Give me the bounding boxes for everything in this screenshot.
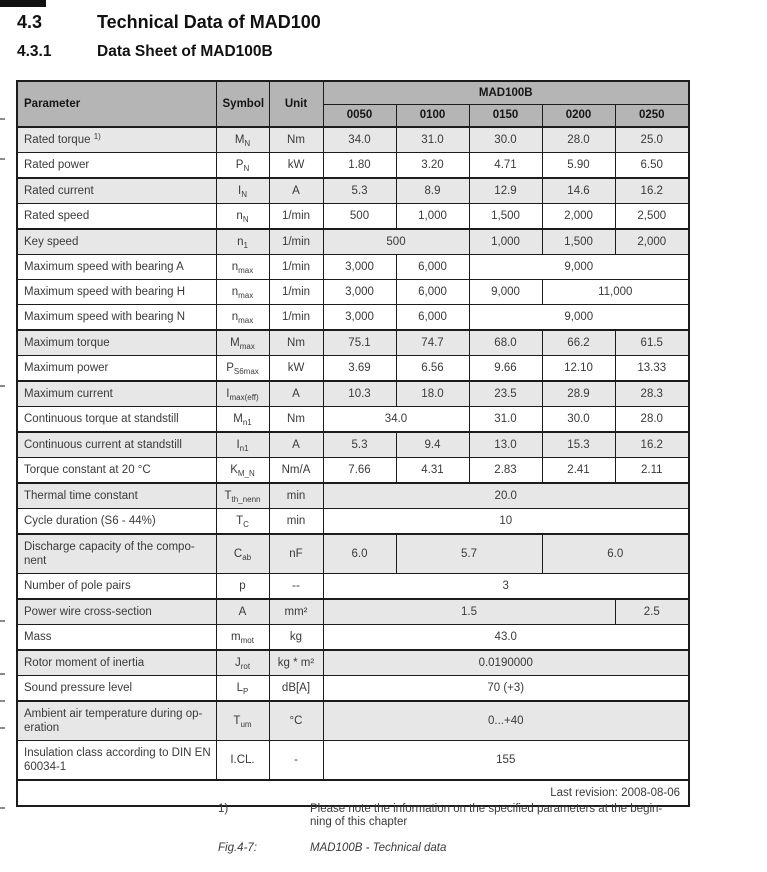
scan-edge-mark xyxy=(0,807,5,809)
value-cell: 28.9 xyxy=(542,381,615,407)
figure-text: MAD100B - Technical data xyxy=(310,842,447,854)
footnote-text: Please note the information on the specified parameters at the begin- ning of this chapter xyxy=(310,803,663,828)
value-cell: 2,000 xyxy=(542,204,615,230)
value-cell: 5.90 xyxy=(542,153,615,179)
value-cell: 2.5 xyxy=(615,599,689,625)
symbol-cell: $I_{n1}$ xyxy=(216,432,269,458)
value-cell: 0.0190000 xyxy=(323,650,689,676)
value-cell: 4.71 xyxy=(469,153,542,179)
value-cell: 12.9 xyxy=(469,178,542,204)
unit-cell: nF xyxy=(269,534,323,574)
parameter-cell: Mass xyxy=(17,625,216,651)
table-row xyxy=(17,204,689,230)
symbol-cell: $M_{max}$ xyxy=(216,330,269,356)
scan-corner-mark xyxy=(0,0,46,7)
value-cell: 10 xyxy=(323,509,689,535)
table-row xyxy=(17,458,689,484)
symbol-cell: $P_{S6max}$ xyxy=(216,356,269,382)
parameter-cell: Power wire cross-section xyxy=(17,599,216,625)
value-cell: 3,000 xyxy=(323,255,396,280)
table-row xyxy=(17,599,689,625)
symbol-cell: $I_{max(eff)}$ xyxy=(216,381,269,407)
figure-label: Fig.4-7: xyxy=(218,842,257,854)
table-row xyxy=(17,255,689,280)
value-cell: 2.41 xyxy=(542,458,615,484)
value-cell: 9,000 xyxy=(469,280,542,305)
symbol-cell: $n_{max}$ xyxy=(216,255,269,280)
value-cell: 20.0 xyxy=(323,483,689,509)
header-symbol: Symbol xyxy=(216,81,269,127)
parameter-cell: Sound pressure level xyxy=(17,676,216,702)
value-cell: 1,000 xyxy=(396,204,469,230)
value-cell: 13.33 xyxy=(615,356,689,382)
value-cell: 28.0 xyxy=(615,407,689,433)
unit-cell: kW xyxy=(269,356,323,382)
value-cell: 9.66 xyxy=(469,356,542,382)
value-cell: 2,000 xyxy=(615,229,689,255)
parameter-cell: Thermal time constant xyxy=(17,483,216,509)
symbol-cell: $L_P$ xyxy=(216,676,269,702)
value-cell: 8.9 xyxy=(396,178,469,204)
symbol-cell: $n_N$ xyxy=(216,204,269,230)
symbol-cell: $C_{ab}$ xyxy=(216,534,269,574)
value-cell: 500 xyxy=(323,204,396,230)
value-cell: 9,000 xyxy=(469,305,689,331)
value-cell: 61.5 xyxy=(615,330,689,356)
value-cell: 15.3 xyxy=(542,432,615,458)
parameter-cell: Maximum power xyxy=(17,356,216,382)
value-cell: 3 xyxy=(323,574,689,600)
header-variant: 0250 xyxy=(615,104,689,127)
unit-cell: -- xyxy=(269,574,323,600)
parameter-cell: Insulation class according to DIN EN 60034-1 xyxy=(17,741,216,781)
value-cell: 30.0 xyxy=(542,407,615,433)
symbol-cell: $T_{um}$ xyxy=(216,701,269,741)
table-row xyxy=(17,356,689,382)
unit-cell: Nm/A xyxy=(269,458,323,484)
table-row xyxy=(17,153,689,179)
unit-cell: 1/min xyxy=(269,204,323,230)
datasheet-table xyxy=(16,80,690,807)
value-cell: 6,000 xyxy=(396,255,469,280)
value-cell: 11,000 xyxy=(542,280,689,305)
value-cell: 31.0 xyxy=(469,407,542,433)
value-cell: 3,000 xyxy=(323,280,396,305)
table-row xyxy=(17,741,689,781)
parameter-cell: Rated current xyxy=(17,178,216,204)
footnote-marker: 1) xyxy=(218,803,229,815)
symbol-cell: $T_{th\_nenn}$ xyxy=(216,483,269,509)
value-cell: 14.6 xyxy=(542,178,615,204)
value-cell: 6.50 xyxy=(615,153,689,179)
value-cell: 28.0 xyxy=(542,127,615,153)
unit-cell: dB[A] xyxy=(269,676,323,702)
unit-cell: 1/min xyxy=(269,280,323,305)
table-row xyxy=(17,330,689,356)
symbol-cell: $M_N$ xyxy=(216,127,269,153)
table-row xyxy=(17,178,689,204)
header-variant: 0200 xyxy=(542,104,615,127)
figure-caption xyxy=(218,842,662,855)
value-cell: 7.66 xyxy=(323,458,396,484)
parameter-cell: Maximum speed with bearing N xyxy=(17,305,216,331)
table-row xyxy=(17,534,689,574)
scan-edge-mark xyxy=(0,118,5,120)
value-cell: 70 (+3) xyxy=(323,676,689,702)
subsection-heading xyxy=(17,43,273,61)
scan-edge-mark xyxy=(0,700,5,702)
value-cell: 6.0 xyxy=(542,534,689,574)
section-title: Technical Data of MAD100 xyxy=(97,12,321,32)
parameter-cell: Cycle duration (S6 - 44%) xyxy=(17,509,216,535)
unit-cell: A xyxy=(269,381,323,407)
header-unit: Unit xyxy=(269,81,323,127)
value-cell: 4.31 xyxy=(396,458,469,484)
symbol-cell: $m_{mot}$ xyxy=(216,625,269,651)
symbol-cell: $I_N$ xyxy=(216,178,269,204)
value-cell: 1,500 xyxy=(469,204,542,230)
value-cell: 9,000 xyxy=(469,255,689,280)
value-cell: 5.7 xyxy=(396,534,542,574)
value-cell: 23.5 xyxy=(469,381,542,407)
parameter-cell: Ambient air temperature during op- eration xyxy=(17,701,216,741)
table-row xyxy=(17,625,689,651)
symbol-cell: $T_C$ xyxy=(216,509,269,535)
scan-edge-mark xyxy=(0,673,5,675)
table-row xyxy=(17,701,689,741)
unit-cell: min xyxy=(269,509,323,535)
value-cell: 34.0 xyxy=(323,407,469,433)
value-cell: 10.3 xyxy=(323,381,396,407)
symbol-cell: $J_{rot}$ xyxy=(216,650,269,676)
scan-edge-mark xyxy=(0,620,5,622)
symbol-cell: A xyxy=(216,599,269,625)
symbol-cell: p xyxy=(216,574,269,600)
table-row xyxy=(17,509,689,535)
parameter-cell: Rated torque $^{1)}$ xyxy=(17,127,216,153)
parameter-cell: Rotor moment of inertia xyxy=(17,650,216,676)
value-cell: 6.56 xyxy=(396,356,469,382)
unit-cell: mm² xyxy=(269,599,323,625)
parameter-cell: Torque constant at 20 °C xyxy=(17,458,216,484)
value-cell: 31.0 xyxy=(396,127,469,153)
header-group: MAD100B xyxy=(323,81,689,104)
value-cell: 0...+40 xyxy=(323,701,689,741)
unit-cell: - xyxy=(269,741,323,781)
table-row xyxy=(17,381,689,407)
unit-cell: kW xyxy=(269,153,323,179)
value-cell: 75.1 xyxy=(323,330,396,356)
subsection-number: 4.3.1 xyxy=(17,43,52,60)
value-cell: 1.80 xyxy=(323,153,396,179)
value-cell: 5.3 xyxy=(323,178,396,204)
unit-cell: 1/min xyxy=(269,229,323,255)
table-row xyxy=(17,574,689,600)
footnote xyxy=(218,803,662,829)
parameter-cell: Maximum speed with bearing H xyxy=(17,280,216,305)
scan-edge-mark xyxy=(0,727,5,729)
unit-cell: Nm xyxy=(269,407,323,433)
header-variant: 0100 xyxy=(396,104,469,127)
symbol-cell: $n_{max}$ xyxy=(216,280,269,305)
value-cell: 3.20 xyxy=(396,153,469,179)
notes-block xyxy=(218,803,662,855)
scan-edge-mark xyxy=(0,158,5,160)
parameter-cell: Key speed xyxy=(17,229,216,255)
parameter-cell: Maximum torque xyxy=(17,330,216,356)
parameter-cell: Rated speed xyxy=(17,204,216,230)
parameter-cell: Number of pole pairs xyxy=(17,574,216,600)
header-variant: 0150 xyxy=(469,104,542,127)
value-cell: 3,000 xyxy=(323,305,396,331)
value-cell: 68.0 xyxy=(469,330,542,356)
value-cell: 155 xyxy=(323,741,689,781)
value-cell: 66.2 xyxy=(542,330,615,356)
unit-cell: A xyxy=(269,432,323,458)
parameter-cell: Discharge capacity of the compo- nent xyxy=(17,534,216,574)
table-row xyxy=(17,407,689,433)
table-row xyxy=(17,305,689,331)
symbol-cell: $K_{M\_N}$ xyxy=(216,458,269,484)
value-cell: 5.3 xyxy=(323,432,396,458)
table-row xyxy=(17,432,689,458)
value-cell: 6,000 xyxy=(396,305,469,331)
parameter-cell: Continuous torque at standstill xyxy=(17,407,216,433)
value-cell: 12.10 xyxy=(542,356,615,382)
value-cell: 1,000 xyxy=(469,229,542,255)
unit-cell: kg * m² xyxy=(269,650,323,676)
value-cell: 2.11 xyxy=(615,458,689,484)
value-cell: 16.2 xyxy=(615,178,689,204)
unit-cell: A xyxy=(269,178,323,204)
value-cell: 43.0 xyxy=(323,625,689,651)
table-row xyxy=(17,676,689,702)
value-cell: 18.0 xyxy=(396,381,469,407)
value-cell: 3.69 xyxy=(323,356,396,382)
header-parameter: Parameter xyxy=(17,81,216,127)
value-cell: 2,500 xyxy=(615,204,689,230)
unit-cell: Nm xyxy=(269,127,323,153)
parameter-cell: Maximum speed with bearing A xyxy=(17,255,216,280)
value-cell: 1,500 xyxy=(542,229,615,255)
value-cell: 28.3 xyxy=(615,381,689,407)
unit-cell: 1/min xyxy=(269,255,323,280)
table-row xyxy=(17,650,689,676)
unit-cell: Nm xyxy=(269,330,323,356)
table-row xyxy=(17,229,689,255)
value-cell: 9.4 xyxy=(396,432,469,458)
value-cell: 6,000 xyxy=(396,280,469,305)
header-variant: 0050 xyxy=(323,104,396,127)
value-cell: 30.0 xyxy=(469,127,542,153)
value-cell: 25.0 xyxy=(615,127,689,153)
value-cell: 74.7 xyxy=(396,330,469,356)
unit-cell: kg xyxy=(269,625,323,651)
table-row xyxy=(17,483,689,509)
value-cell: 2.83 xyxy=(469,458,542,484)
value-cell: 1.5 xyxy=(323,599,615,625)
unit-cell: 1/min xyxy=(269,305,323,331)
symbol-cell: $M_{n1}$ xyxy=(216,407,269,433)
last-revision: Last revision: 2008-08-06 xyxy=(17,780,689,806)
section-heading xyxy=(17,12,321,33)
symbol-cell: I.CL. xyxy=(216,741,269,781)
symbol-cell: $P_N$ xyxy=(216,153,269,179)
value-cell: 34.0 xyxy=(323,127,396,153)
parameter-cell: Rated power xyxy=(17,153,216,179)
parameter-cell: Maximum current xyxy=(17,381,216,407)
unit-cell: min xyxy=(269,483,323,509)
datasheet-header xyxy=(17,81,689,127)
unit-cell: °C xyxy=(269,701,323,741)
value-cell: 13.0 xyxy=(469,432,542,458)
value-cell: 6.0 xyxy=(323,534,396,574)
datasheet-tbody xyxy=(17,127,689,780)
table-row xyxy=(17,280,689,305)
section-number: 4.3 xyxy=(17,12,43,32)
value-cell: 16.2 xyxy=(615,432,689,458)
table-row xyxy=(17,127,689,153)
scan-edge-mark xyxy=(0,385,5,387)
symbol-cell: $n_{max}$ xyxy=(216,305,269,331)
subsection-title: Data Sheet of MAD100B xyxy=(97,43,273,60)
value-cell: 500 xyxy=(323,229,469,255)
parameter-cell: Continuous current at standstill xyxy=(17,432,216,458)
symbol-cell: $n_1$ xyxy=(216,229,269,255)
